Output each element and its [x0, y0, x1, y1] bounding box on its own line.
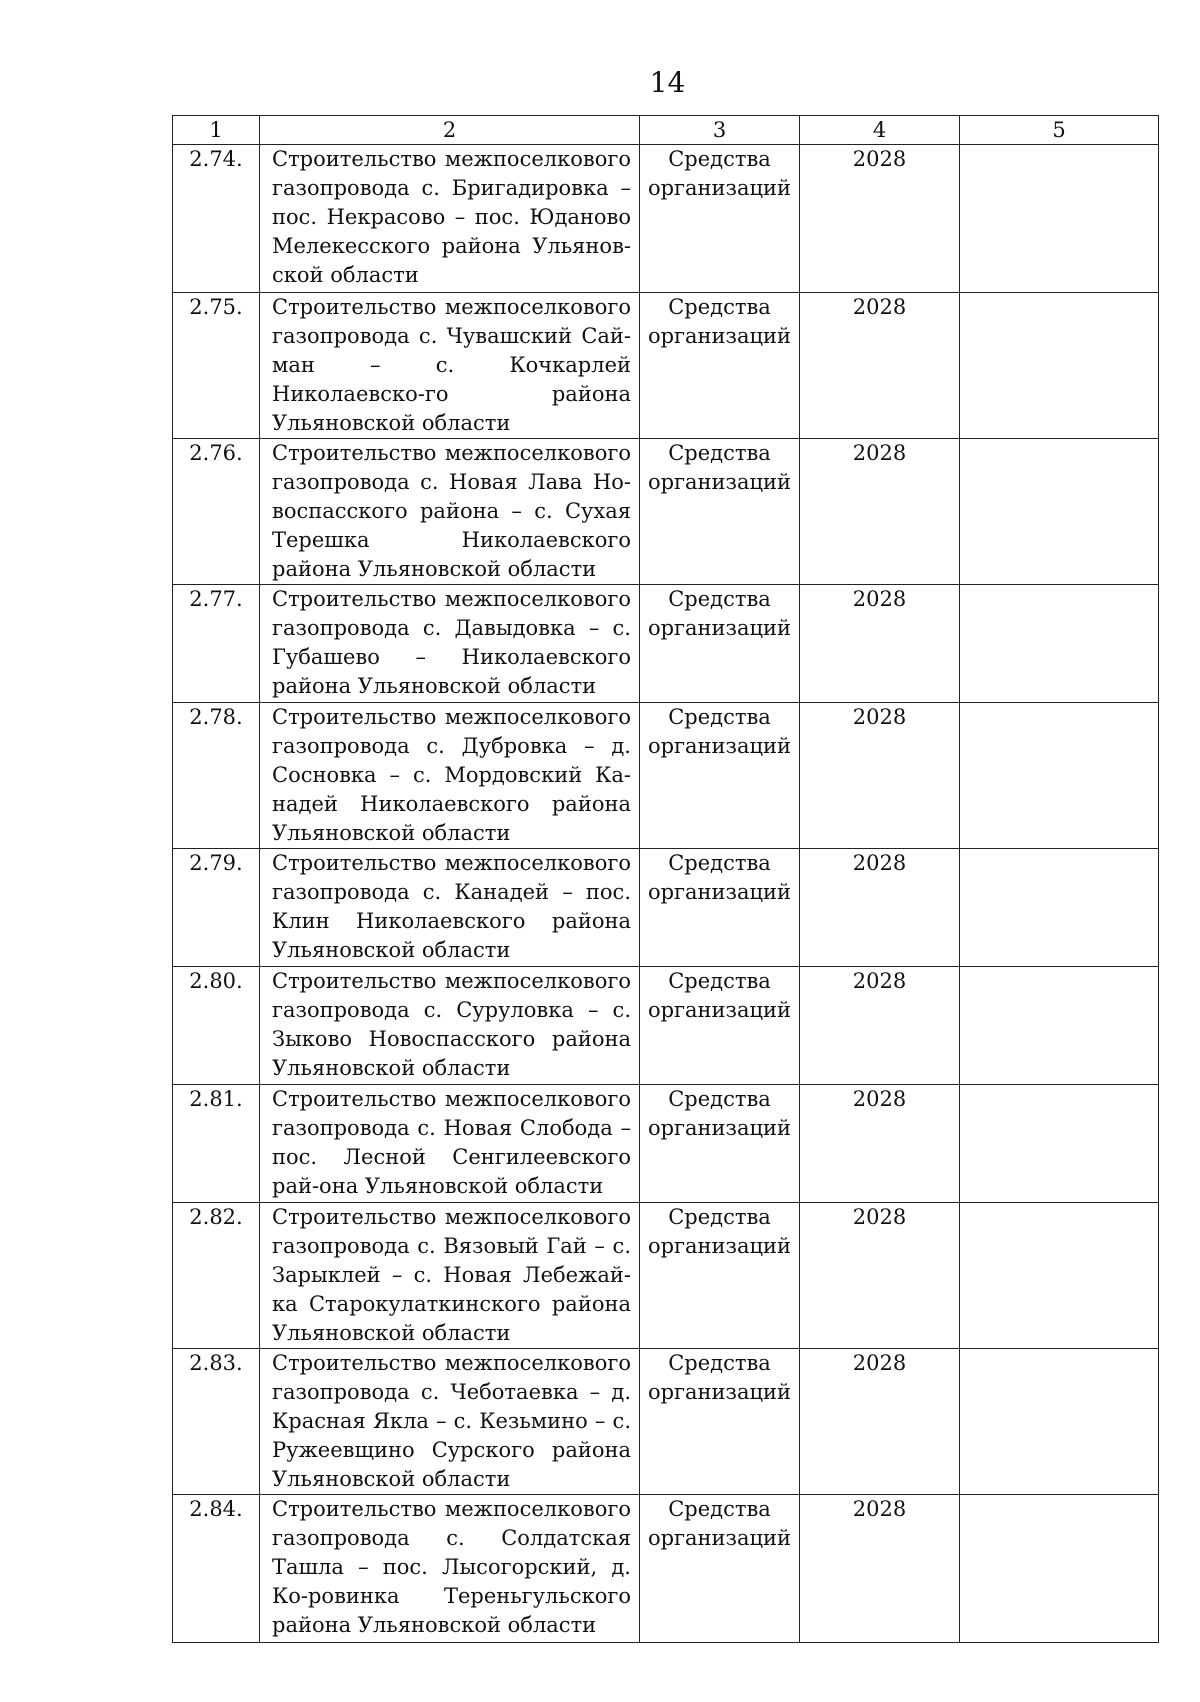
- row-funding-source: Средства организаций: [640, 1495, 800, 1643]
- row-number: 2.80.: [173, 967, 260, 1085]
- row-funding-source: Средства организаций: [640, 1203, 800, 1349]
- row-funding-source: Средства организаций: [640, 849, 800, 967]
- row-funding-source: Средства организаций: [640, 293, 800, 439]
- row-col5: [960, 849, 1159, 967]
- header-col-4: 4: [800, 116, 960, 145]
- table-row: [173, 703, 1159, 849]
- row-col5: [960, 293, 1159, 439]
- table-row: [173, 967, 1159, 1085]
- row-number: 2.84.: [173, 1495, 260, 1643]
- table-body: [173, 145, 1159, 1643]
- row-number: 2.76.: [173, 439, 260, 585]
- page-number: 14: [649, 66, 686, 99]
- row-year: 2028: [800, 1349, 960, 1495]
- row-name: Строительство межпоселкового газопровода с. Бригадировка – пос. Некрасово – пос. Юданово Мелекесского района Ульянов-ской области: [260, 145, 640, 293]
- table-row: [173, 1085, 1159, 1203]
- row-year: 2028: [800, 703, 960, 849]
- row-number: 2.81.: [173, 1085, 260, 1203]
- row-number: 2.79.: [173, 849, 260, 967]
- row-name: Строительство межпоселкового газопровода с. Новая Лава Но-воспасского района – с. Сухая Терешка Николаевского района Ульяновской области: [260, 439, 640, 585]
- row-year: 2028: [800, 293, 960, 439]
- row-funding-source: Средства организаций: [640, 967, 800, 1085]
- table-row: [173, 439, 1159, 585]
- row-funding-source: Средства организаций: [640, 145, 800, 293]
- row-name: Строительство межпоселкового газопровода с. Солдатская Ташла – пос. Лысогорский, д. Ко-ровинка Тереньгульского района Ульяновской области: [260, 1495, 640, 1643]
- row-year: 2028: [800, 967, 960, 1085]
- row-name: Строительство межпоселкового газопровода с. Суруловка – с. Зыково Новоспасского района Ульяновской области: [260, 967, 640, 1085]
- program-table: [172, 115, 1159, 1643]
- row-name: Строительство межпоселкового газопровода с. Дубровка – д. Сосновка – с. Мордовский Ка-надей Николаевского района Ульяновской области: [260, 703, 640, 849]
- table-header: [173, 116, 1159, 145]
- row-number: 2.74.: [173, 145, 260, 293]
- row-year: 2028: [800, 849, 960, 967]
- table-row: [173, 1203, 1159, 1349]
- row-number: 2.78.: [173, 703, 260, 849]
- row-year: 2028: [800, 1085, 960, 1203]
- header-col-2: 2: [260, 116, 640, 145]
- row-name: Строительство межпоселкового газопровода с. Вязовый Гай – с. Зарыклей – с. Новая Лебежай-ка Старокулаткинского района Ульяновской области: [260, 1203, 640, 1349]
- header-col-3: 3: [640, 116, 800, 145]
- row-year: 2028: [800, 145, 960, 293]
- row-col5: [960, 1085, 1159, 1203]
- header-col-5: 5: [960, 116, 1159, 145]
- row-name: Строительство межпоселкового газопровода с. Чувашский Сай-ман – с. Кочкарлей Николаевско-го района Ульяновской области: [260, 293, 640, 439]
- header-row: [173, 116, 1159, 145]
- row-funding-source: Средства организаций: [640, 439, 800, 585]
- row-name: Строительство межпоселкового газопровода с. Канадей – пос. Клин Николаевского района Ульяновской области: [260, 849, 640, 967]
- row-col5: [960, 967, 1159, 1085]
- row-year: 2028: [800, 1495, 960, 1643]
- row-col5: [960, 1495, 1159, 1643]
- row-funding-source: Средства организаций: [640, 585, 800, 703]
- row-number: 2.77.: [173, 585, 260, 703]
- row-col5: [960, 703, 1159, 849]
- table-row: [173, 293, 1159, 439]
- header-col-1: 1: [173, 116, 260, 145]
- row-year: 2028: [800, 585, 960, 703]
- row-year: 2028: [800, 1203, 960, 1349]
- row-col5: [960, 439, 1159, 585]
- row-number: 2.83.: [173, 1349, 260, 1495]
- row-number: 2.82.: [173, 1203, 260, 1349]
- table-row: [173, 145, 1159, 293]
- table-row: [173, 585, 1159, 703]
- row-year: 2028: [800, 439, 960, 585]
- row-col5: [960, 145, 1159, 293]
- row-col5: [960, 585, 1159, 703]
- row-name: Строительство межпоселкового газопровода с. Чеботаевка – д. Красная Якла – с. Кезьмино – с. Ружеевщино Сурского района Ульяновской области: [260, 1349, 640, 1495]
- table-row: [173, 1495, 1159, 1643]
- row-funding-source: Средства организаций: [640, 1349, 800, 1495]
- row-name: Строительство межпоселкового газопровода с. Давыдовка – с. Губашево – Николаевского района Ульяновской области: [260, 585, 640, 703]
- row-name: Строительство межпоселкового газопровода с. Новая Слобода – пос. Лесной Сенгилеевского рай-она Ульяновской области: [260, 1085, 640, 1203]
- table-row: [173, 1349, 1159, 1495]
- row-funding-source: Средства организаций: [640, 1085, 800, 1203]
- row-funding-source: Средства организаций: [640, 703, 800, 849]
- row-col5: [960, 1203, 1159, 1349]
- table-row: [173, 849, 1159, 967]
- row-col5: [960, 1349, 1159, 1495]
- row-number: 2.75.: [173, 293, 260, 439]
